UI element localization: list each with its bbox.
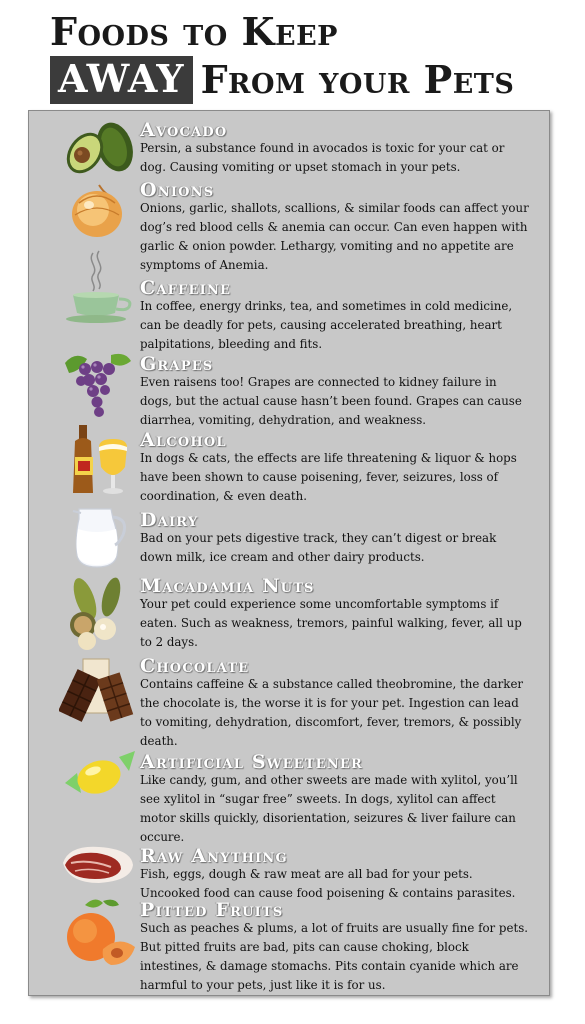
peach-icon <box>59 895 137 969</box>
item-description: Fish, eggs, dough & raw meat are all bad for your pets. Uncooked food can cause food poisening & contains parasites. <box>140 867 516 900</box>
foods-panel <box>28 110 550 996</box>
milk-jug-icon <box>59 505 137 571</box>
macadamia-nut-icon <box>59 575 137 651</box>
grapes-icon <box>59 349 137 421</box>
avocado-icon <box>59 121 137 179</box>
item-description: Your pet could experience some uncomfortable symptoms if eaten. Such as weakness, tremors, painful walking, fever, all up to 2 days. <box>140 597 522 649</box>
item-title: Alcohol <box>140 429 227 451</box>
coffee-cup-icon <box>59 249 137 329</box>
item-title: Raw Anything <box>140 845 288 867</box>
raw-meat-icon <box>59 839 137 891</box>
item-title: Grapes <box>140 353 214 375</box>
item-description: Persin, a substance found in avocados is toxic for your cat or dog. Causing vomiting or upset stomach in your pets. <box>140 141 505 174</box>
item-description: Like candy, gum, and other sweets are made with xylitol, you’ll see xylitol in “sugar free” sweets. In dogs, xylitol can affect motor skills quickly, disorientation, seizures & liver failure can occure. <box>140 773 518 844</box>
onion-icon <box>59 181 137 239</box>
item-description: In coffee, energy drinks, tea, and sometimes in cold medicine, can be deadly for pets, causing accelerated breathing, heart palpitations, bleeding and fits. <box>140 299 513 351</box>
chocolate-icon <box>59 655 137 727</box>
item-description: Contains caffeine & a substance called theobromine, the darker the chocolate is, the worse it is for your pet. Ingestion can lead to vomiting, dehydration, discomfort, fever, tremors, & possibly death. <box>140 677 524 748</box>
item-title: Onions <box>140 179 215 201</box>
item-description: Such as peaches & plums, a lot of fruits are usually fine for pets. But pitted fruits are bad, pits can cause choking, block intestines, & damage stomachs. Pits contain cyanide which are harmful to your pets, just like it is for us. <box>140 921 529 992</box>
away-highlight: AWAY <box>50 56 193 104</box>
candy-icon <box>59 743 137 807</box>
item-description: Bad on your pets digestive track, they can’t digest or break down milk, ice cream and other dairy products. <box>140 531 497 564</box>
item-title: Artificial Sweetener <box>140 751 363 773</box>
item-title: Caffeine <box>140 277 232 299</box>
item-description: Even raisens too! Grapes are connected to kidney failure in dogs, but the actual cause hasn’t been found. Grapes can cause diarrhea, vomiting, dehydration, and weakness. <box>140 375 522 427</box>
title-line-2-rest: From your Pets <box>200 57 515 102</box>
title-line-2 <box>50 56 514 104</box>
item-title: Macadamia Nuts <box>140 575 315 597</box>
beer-icon <box>59 423 137 497</box>
item-title: Dairy <box>140 509 199 531</box>
item-title: Pitted Fruits <box>140 899 284 921</box>
page-title <box>50 10 514 104</box>
item-description: In dogs & cats, the effects are life threatening & liquor & hops have been shown to cause poisening, fever, seizures, loss of coordination, & even death. <box>140 451 517 503</box>
title-line-1: Foods to Keep <box>50 9 338 54</box>
item-description: Onions, garlic, shallots, scallions, & similar foods can affect your dog’s red blood cells & anemia can occur. Can even happen with garlic & onion powder. Lethargy, vomiting and no appetite are symptoms of Anemia. <box>140 201 529 272</box>
item-title: Chocolate <box>140 655 250 677</box>
item-title: Avocado <box>140 119 228 141</box>
